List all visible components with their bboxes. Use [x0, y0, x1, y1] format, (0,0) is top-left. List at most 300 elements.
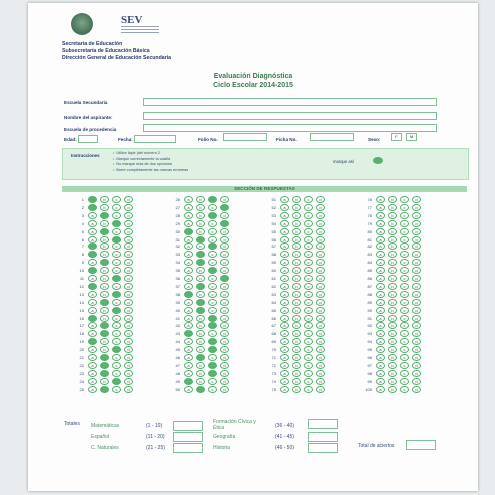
- answer-bubble-a[interactable]: a: [280, 378, 289, 385]
- answer-bubble-a[interactable]: a: [280, 196, 289, 203]
- answer-bubble-c[interactable]: [112, 378, 121, 385]
- answer-bubble-d[interactable]: [220, 220, 229, 227]
- answer-bubble-b[interactable]: [196, 299, 205, 306]
- answer-bubble-a[interactable]: a: [184, 315, 193, 322]
- answer-bubble-b[interactable]: b: [100, 220, 109, 227]
- answer-bubble-c[interactable]: c: [304, 251, 313, 258]
- answer-bubble-c[interactable]: c: [304, 299, 313, 306]
- answer-bubble-c[interactable]: [208, 267, 217, 274]
- answer-bubble-d[interactable]: d: [220, 196, 229, 203]
- answer-bubble-d[interactable]: d: [220, 291, 229, 298]
- answer-bubble-a[interactable]: [184, 291, 193, 298]
- answer-bubble-d[interactable]: d: [220, 299, 229, 306]
- answer-bubble-c[interactable]: c: [112, 259, 121, 266]
- answer-bubble-d[interactable]: d: [316, 346, 325, 353]
- answer-bubble-a[interactable]: a: [376, 299, 385, 306]
- answer-bubble-a[interactable]: a: [88, 291, 97, 298]
- answer-bubble-c[interactable]: c: [208, 307, 217, 314]
- answer-bubble-d[interactable]: d: [124, 204, 133, 211]
- answer-bubble-a[interactable]: a: [184, 251, 193, 258]
- answer-bubble-d[interactable]: d: [124, 220, 133, 227]
- answer-bubble-c[interactable]: c: [304, 322, 313, 329]
- subject-score-box[interactable]: [173, 443, 203, 453]
- answer-bubble-b[interactable]: b: [388, 275, 397, 282]
- answer-bubble-c[interactable]: c: [400, 338, 409, 345]
- answer-bubble-b[interactable]: b: [292, 307, 301, 314]
- answer-bubble-a[interactable]: a: [376, 243, 385, 250]
- answer-bubble-d[interactable]: d: [316, 370, 325, 377]
- answer-bubble-b[interactable]: b: [196, 315, 205, 322]
- answer-bubble-d[interactable]: d: [220, 346, 229, 353]
- answer-bubble-d[interactable]: d: [316, 275, 325, 282]
- answer-bubble-b[interactable]: [100, 362, 109, 369]
- answer-bubble-d[interactable]: d: [124, 378, 133, 385]
- escuela-field[interactable]: [143, 98, 437, 106]
- answer-bubble-b[interactable]: b: [100, 251, 109, 258]
- answer-bubble-b[interactable]: b: [388, 307, 397, 314]
- answer-bubble-b[interactable]: b: [388, 220, 397, 227]
- answer-bubble-b[interactable]: b: [100, 291, 109, 298]
- answer-bubble-b[interactable]: [196, 251, 205, 258]
- answer-bubble-b[interactable]: b: [292, 386, 301, 393]
- answer-bubble-c[interactable]: c: [304, 378, 313, 385]
- answer-bubble-a[interactable]: a: [88, 228, 97, 235]
- answer-bubble-b[interactable]: b: [292, 212, 301, 219]
- answer-bubble-d[interactable]: d: [316, 267, 325, 274]
- answer-bubble-c[interactable]: c: [304, 370, 313, 377]
- answer-bubble-a[interactable]: a: [88, 362, 97, 369]
- answer-bubble-d[interactable]: d: [124, 307, 133, 314]
- answer-bubble-d[interactable]: d: [316, 299, 325, 306]
- answer-bubble-b[interactable]: b: [388, 315, 397, 322]
- answer-bubble-b[interactable]: b: [196, 204, 205, 211]
- answer-bubble-a[interactable]: a: [280, 362, 289, 369]
- answer-bubble-a[interactable]: a: [376, 212, 385, 219]
- answer-bubble-c[interactable]: c: [304, 315, 313, 322]
- answer-bubble-c[interactable]: c: [112, 267, 121, 274]
- answer-bubble-a[interactable]: a: [280, 220, 289, 227]
- answer-bubble-d[interactable]: d: [220, 338, 229, 345]
- answer-bubble-a[interactable]: a: [280, 291, 289, 298]
- answer-bubble-d[interactable]: d: [124, 275, 133, 282]
- answer-bubble-a[interactable]: a: [280, 338, 289, 345]
- answer-bubble-d[interactable]: d: [316, 378, 325, 385]
- answer-bubble-c[interactable]: [208, 315, 217, 322]
- answer-bubble-c[interactable]: [208, 322, 217, 329]
- answer-bubble-d[interactable]: d: [124, 322, 133, 329]
- answer-bubble-b[interactable]: b: [292, 243, 301, 250]
- answer-bubble-d[interactable]: [220, 204, 229, 211]
- answer-bubble-a[interactable]: a: [88, 275, 97, 282]
- answer-bubble-d[interactable]: d: [220, 212, 229, 219]
- answer-bubble-a[interactable]: a: [184, 386, 193, 393]
- answer-bubble-c[interactable]: c: [304, 228, 313, 235]
- answer-bubble-d[interactable]: d: [316, 196, 325, 203]
- answer-bubble-b[interactable]: [100, 370, 109, 377]
- answer-bubble-b[interactable]: b: [388, 362, 397, 369]
- answer-bubble-b[interactable]: b: [388, 243, 397, 250]
- answer-bubble-b[interactable]: b: [388, 370, 397, 377]
- answer-bubble-a[interactable]: a: [280, 275, 289, 282]
- answer-bubble-a[interactable]: a: [280, 228, 289, 235]
- answer-bubble-a[interactable]: a: [376, 322, 385, 329]
- answer-bubble-c[interactable]: c: [112, 338, 121, 345]
- answer-bubble-d[interactable]: d: [124, 354, 133, 361]
- answer-bubble-b[interactable]: b: [196, 267, 205, 274]
- answer-bubble-c[interactable]: c: [208, 354, 217, 361]
- answer-bubble-c[interactable]: c: [208, 291, 217, 298]
- folio-field[interactable]: [223, 133, 267, 141]
- answer-bubble-d[interactable]: d: [220, 315, 229, 322]
- answer-bubble-a[interactable]: a: [280, 386, 289, 393]
- answer-bubble-c[interactable]: c: [400, 212, 409, 219]
- answer-bubble-a[interactable]: a: [376, 228, 385, 235]
- answer-bubble-c[interactable]: c: [400, 204, 409, 211]
- answer-bubble-b[interactable]: b: [292, 275, 301, 282]
- answer-bubble-b[interactable]: b: [292, 259, 301, 266]
- answer-bubble-d[interactable]: d: [412, 196, 421, 203]
- answer-bubble-c[interactable]: c: [112, 299, 121, 306]
- answer-bubble-d[interactable]: d: [220, 322, 229, 329]
- answer-bubble-a[interactable]: a: [184, 243, 193, 250]
- answer-bubble-a[interactable]: a: [184, 212, 193, 219]
- answer-bubble-c[interactable]: c: [208, 283, 217, 290]
- answer-bubble-b[interactable]: b: [100, 338, 109, 345]
- answer-bubble-d[interactable]: d: [412, 307, 421, 314]
- answer-bubble-d[interactable]: d: [316, 322, 325, 329]
- answer-bubble-d[interactable]: d: [316, 330, 325, 337]
- subject-score-box[interactable]: [308, 432, 338, 442]
- answer-bubble-b[interactable]: b: [292, 338, 301, 345]
- answer-bubble-c[interactable]: [208, 212, 217, 219]
- answer-bubble-c[interactable]: c: [400, 315, 409, 322]
- answer-bubble-c[interactable]: c: [112, 386, 121, 393]
- answer-bubble-d[interactable]: d: [412, 338, 421, 345]
- answer-bubble-c[interactable]: [208, 338, 217, 345]
- answer-bubble-c[interactable]: c: [112, 251, 121, 258]
- answer-bubble-c[interactable]: c: [112, 315, 121, 322]
- answer-bubble-d[interactable]: d: [316, 204, 325, 211]
- answer-bubble-a[interactable]: a: [184, 275, 193, 282]
- answer-bubble-b[interactable]: b: [292, 322, 301, 329]
- answer-bubble-c[interactable]: c: [400, 378, 409, 385]
- answer-bubble-d[interactable]: d: [220, 362, 229, 369]
- answer-bubble-a[interactable]: a: [280, 370, 289, 377]
- answer-bubble-d[interactable]: d: [124, 196, 133, 203]
- answer-bubble-a[interactable]: a: [280, 307, 289, 314]
- answer-bubble-a[interactable]: a: [376, 291, 385, 298]
- answer-bubble-d[interactable]: d: [124, 315, 133, 322]
- answer-bubble-a[interactable]: a: [88, 346, 97, 353]
- answer-bubble-b[interactable]: [100, 299, 109, 306]
- answer-bubble-d[interactable]: d: [124, 236, 133, 243]
- answer-bubble-a[interactable]: a: [376, 283, 385, 290]
- answer-bubble-a[interactable]: a: [376, 315, 385, 322]
- answer-bubble-a[interactable]: a: [184, 307, 193, 314]
- answer-bubble-c[interactable]: c: [208, 378, 217, 385]
- answer-bubble-b[interactable]: b: [292, 251, 301, 258]
- answer-bubble-a[interactable]: a: [280, 251, 289, 258]
- answer-bubble-a[interactable]: a: [88, 370, 97, 377]
- answer-bubble-a[interactable]: a: [280, 243, 289, 250]
- answer-bubble-b[interactable]: b: [100, 243, 109, 250]
- answer-bubble-b[interactable]: b: [196, 330, 205, 337]
- answer-bubble-b[interactable]: b: [100, 236, 109, 243]
- answer-bubble-a[interactable]: a: [88, 236, 97, 243]
- answer-bubble-b[interactable]: b: [196, 291, 205, 298]
- answer-bubble-d[interactable]: d: [412, 291, 421, 298]
- answer-bubble-b[interactable]: b: [388, 212, 397, 219]
- answer-bubble-b[interactable]: b: [100, 378, 109, 385]
- answer-bubble-c[interactable]: c: [304, 386, 313, 393]
- answer-bubble-b[interactable]: b: [388, 299, 397, 306]
- answer-bubble-c[interactable]: c: [400, 275, 409, 282]
- answer-bubble-a[interactable]: a: [184, 283, 193, 290]
- answer-bubble-a[interactable]: a: [280, 322, 289, 329]
- answer-bubble-a[interactable]: a: [280, 354, 289, 361]
- answer-bubble-c[interactable]: [112, 291, 121, 298]
- answer-bubble-d[interactable]: d: [220, 236, 229, 243]
- answer-bubble-b[interactable]: b: [196, 362, 205, 369]
- answer-bubble-b[interactable]: b: [196, 322, 205, 329]
- answer-bubble-a[interactable]: [88, 338, 97, 345]
- answer-bubble-c[interactable]: c: [400, 243, 409, 250]
- answer-bubble-b[interactable]: [100, 259, 109, 266]
- answer-bubble-c[interactable]: c: [304, 204, 313, 211]
- answer-bubble-c[interactable]: c: [304, 354, 313, 361]
- answer-bubble-a[interactable]: a: [88, 322, 97, 329]
- answer-bubble-c[interactable]: c: [208, 204, 217, 211]
- answer-bubble-c[interactable]: c: [304, 212, 313, 219]
- answer-bubble-c[interactable]: c: [112, 196, 121, 203]
- answer-bubble-a[interactable]: a: [376, 220, 385, 227]
- answer-bubble-d[interactable]: d: [124, 362, 133, 369]
- answer-bubble-c[interactable]: c: [112, 362, 121, 369]
- answer-bubble-c[interactable]: [208, 370, 217, 377]
- ficha-field[interactable]: [310, 133, 354, 141]
- answer-bubble-c[interactable]: c: [400, 322, 409, 329]
- answer-bubble-a[interactable]: [184, 330, 193, 337]
- answer-bubble-d[interactable]: d: [316, 362, 325, 369]
- answer-bubble-d[interactable]: d: [124, 267, 133, 274]
- answer-bubble-d[interactable]: d: [220, 354, 229, 361]
- answer-bubble-a[interactable]: a: [376, 307, 385, 314]
- answer-bubble-b[interactable]: b: [388, 228, 397, 235]
- answer-bubble-c[interactable]: c: [208, 220, 217, 227]
- answer-bubble-d[interactable]: d: [412, 299, 421, 306]
- answer-bubble-d[interactable]: d: [412, 220, 421, 227]
- answer-bubble-c[interactable]: c: [112, 243, 121, 250]
- answer-bubble-b[interactable]: b: [388, 322, 397, 329]
- answer-bubble-b[interactable]: b: [196, 220, 205, 227]
- answer-bubble-a[interactable]: a: [376, 370, 385, 377]
- answer-bubble-d[interactable]: d: [124, 228, 133, 235]
- answer-bubble-c[interactable]: c: [304, 338, 313, 345]
- answer-bubble-a[interactable]: [184, 378, 193, 385]
- answer-bubble-a[interactable]: a: [88, 220, 97, 227]
- answer-bubble-a[interactable]: a: [280, 212, 289, 219]
- answer-bubble-a[interactable]: [88, 267, 97, 274]
- answer-bubble-b[interactable]: b: [388, 283, 397, 290]
- answer-bubble-d[interactable]: d: [124, 283, 133, 290]
- answer-bubble-d[interactable]: [220, 275, 229, 282]
- answer-bubble-d[interactable]: d: [412, 228, 421, 235]
- answer-bubble-b[interactable]: b: [292, 330, 301, 337]
- answer-bubble-a[interactable]: a: [280, 346, 289, 353]
- answer-bubble-b[interactable]: b: [292, 346, 301, 353]
- answer-bubble-a[interactable]: a: [376, 236, 385, 243]
- answer-bubble-b[interactable]: b: [196, 275, 205, 282]
- answer-bubble-d[interactable]: d: [412, 212, 421, 219]
- subject-score-box[interactable]: [308, 419, 338, 429]
- answer-bubble-c[interactable]: c: [400, 251, 409, 258]
- answer-bubble-c[interactable]: c: [112, 330, 121, 337]
- answer-bubble-b[interactable]: b: [100, 283, 109, 290]
- answer-bubble-a[interactable]: a: [184, 299, 193, 306]
- answer-bubble-c[interactable]: c: [400, 283, 409, 290]
- answer-bubble-b[interactable]: b: [292, 228, 301, 235]
- answer-bubble-c[interactable]: c: [304, 291, 313, 298]
- answer-bubble-a[interactable]: a: [184, 259, 193, 266]
- answer-bubble-c[interactable]: [112, 346, 121, 353]
- answer-bubble-b[interactable]: b: [292, 299, 301, 306]
- answer-bubble-a[interactable]: a: [88, 299, 97, 306]
- answer-bubble-d[interactable]: d: [412, 236, 421, 243]
- answer-bubble-c[interactable]: c: [400, 346, 409, 353]
- answer-bubble-c[interactable]: [112, 307, 121, 314]
- answer-bubble-d[interactable]: d: [316, 251, 325, 258]
- answer-bubble-d[interactable]: d: [220, 259, 229, 266]
- answer-bubble-a[interactable]: a: [280, 315, 289, 322]
- answer-bubble-c[interactable]: c: [112, 370, 121, 377]
- answer-bubble-d[interactable]: d: [412, 346, 421, 353]
- answer-bubble-c[interactable]: c: [208, 275, 217, 282]
- answer-bubble-b[interactable]: b: [196, 370, 205, 377]
- total-aciertos-box[interactable]: [406, 440, 436, 450]
- answer-bubble-a[interactable]: [88, 243, 97, 250]
- answer-bubble-b[interactable]: [100, 228, 109, 235]
- answer-bubble-c[interactable]: c: [304, 307, 313, 314]
- answer-bubble-a[interactable]: a: [376, 196, 385, 203]
- answer-bubble-d[interactable]: d: [316, 243, 325, 250]
- answer-bubble-c[interactable]: c: [208, 259, 217, 266]
- answer-bubble-b[interactable]: b: [388, 251, 397, 258]
- subject-score-box[interactable]: [173, 432, 203, 442]
- answer-bubble-a[interactable]: a: [376, 362, 385, 369]
- answer-bubble-c[interactable]: c: [208, 251, 217, 258]
- answer-bubble-b[interactable]: b: [100, 315, 109, 322]
- answer-bubble-d[interactable]: d: [412, 370, 421, 377]
- subject-score-box[interactable]: [173, 421, 203, 431]
- answer-bubble-a[interactable]: a: [88, 378, 97, 385]
- answer-bubble-d[interactable]: d: [220, 243, 229, 250]
- answer-bubble-b[interactable]: b: [388, 267, 397, 274]
- answer-bubble-b[interactable]: b: [292, 315, 301, 322]
- answer-bubble-d[interactable]: d: [220, 378, 229, 385]
- answer-bubble-d[interactable]: d: [124, 330, 133, 337]
- sexo-m-box[interactable]: M: [406, 133, 417, 141]
- answer-bubble-b[interactable]: b: [196, 378, 205, 385]
- answer-bubble-c[interactable]: c: [208, 299, 217, 306]
- answer-bubble-b[interactable]: b: [388, 196, 397, 203]
- answer-bubble-b[interactable]: b: [196, 228, 205, 235]
- answer-bubble-d[interactable]: d: [316, 228, 325, 235]
- answer-bubble-c[interactable]: [112, 220, 121, 227]
- answer-bubble-a[interactable]: a: [376, 275, 385, 282]
- answer-bubble-b[interactable]: b: [100, 204, 109, 211]
- answer-bubble-c[interactable]: c: [304, 196, 313, 203]
- answer-bubble-b[interactable]: [196, 307, 205, 314]
- answer-bubble-c[interactable]: c: [112, 322, 121, 329]
- answer-bubble-b[interactable]: [100, 386, 109, 393]
- answer-bubble-b[interactable]: b: [388, 291, 397, 298]
- answer-bubble-d[interactable]: d: [124, 212, 133, 219]
- answer-bubble-a[interactable]: [88, 315, 97, 322]
- answer-bubble-b[interactable]: [196, 236, 205, 243]
- answer-bubble-d[interactable]: d: [316, 291, 325, 298]
- answer-bubble-a[interactable]: [88, 204, 97, 211]
- answer-bubble-b[interactable]: b: [388, 338, 397, 345]
- answer-bubble-c[interactable]: c: [400, 299, 409, 306]
- answer-bubble-d[interactable]: d: [412, 267, 421, 274]
- answer-bubble-a[interactable]: a: [184, 267, 193, 274]
- answer-bubble-a[interactable]: a: [280, 283, 289, 290]
- answer-bubble-a[interactable]: a: [184, 362, 193, 369]
- answer-bubble-c[interactable]: c: [304, 275, 313, 282]
- answer-bubble-b[interactable]: b: [388, 330, 397, 337]
- answer-bubble-a[interactable]: a: [88, 386, 97, 393]
- answer-bubble-a[interactable]: [88, 251, 97, 258]
- answer-bubble-c[interactable]: c: [208, 236, 217, 243]
- answer-bubble-a[interactable]: a: [376, 204, 385, 211]
- answer-bubble-c[interactable]: [208, 196, 217, 203]
- answer-bubble-d[interactable]: d: [412, 204, 421, 211]
- answer-bubble-d[interactable]: d: [412, 315, 421, 322]
- answer-bubble-b[interactable]: b: [292, 204, 301, 211]
- answer-bubble-c[interactable]: c: [304, 259, 313, 266]
- answer-bubble-c[interactable]: c: [304, 330, 313, 337]
- answer-bubble-c[interactable]: c: [400, 220, 409, 227]
- answer-bubble-a[interactable]: a: [376, 267, 385, 274]
- answer-bubble-a[interactable]: a: [280, 259, 289, 266]
- aspirante-field[interactable]: [143, 112, 437, 120]
- answer-bubble-a[interactable]: a: [376, 354, 385, 361]
- answer-bubble-d[interactable]: d: [316, 315, 325, 322]
- answer-bubble-c[interactable]: c: [400, 259, 409, 266]
- answer-bubble-a[interactable]: a: [184, 354, 193, 361]
- answer-bubble-b[interactable]: b: [388, 346, 397, 353]
- answer-bubble-b[interactable]: [100, 322, 109, 329]
- answer-bubble-b[interactable]: b: [100, 307, 109, 314]
- answer-bubble-d[interactable]: d: [124, 299, 133, 306]
- answer-bubble-b[interactable]: b: [292, 283, 301, 290]
- answer-bubble-a[interactable]: a: [184, 204, 193, 211]
- answer-bubble-d[interactable]: d: [220, 228, 229, 235]
- answer-bubble-d[interactable]: d: [220, 267, 229, 274]
- answer-bubble-b[interactable]: b: [388, 386, 397, 393]
- answer-bubble-d[interactable]: d: [316, 283, 325, 290]
- answer-bubble-c[interactable]: c: [112, 228, 121, 235]
- procedencia-field[interactable]: [143, 124, 437, 132]
- answer-bubble-d[interactable]: d: [316, 259, 325, 266]
- answer-bubble-a[interactable]: a: [376, 378, 385, 385]
- answer-bubble-b[interactable]: b: [292, 362, 301, 369]
- answer-bubble-d[interactable]: d: [220, 251, 229, 258]
- answer-bubble-b[interactable]: b: [196, 212, 205, 219]
- answer-bubble-d[interactable]: d: [412, 362, 421, 369]
- answer-bubble-c[interactable]: c: [400, 330, 409, 337]
- answer-bubble-c[interactable]: c: [304, 267, 313, 274]
